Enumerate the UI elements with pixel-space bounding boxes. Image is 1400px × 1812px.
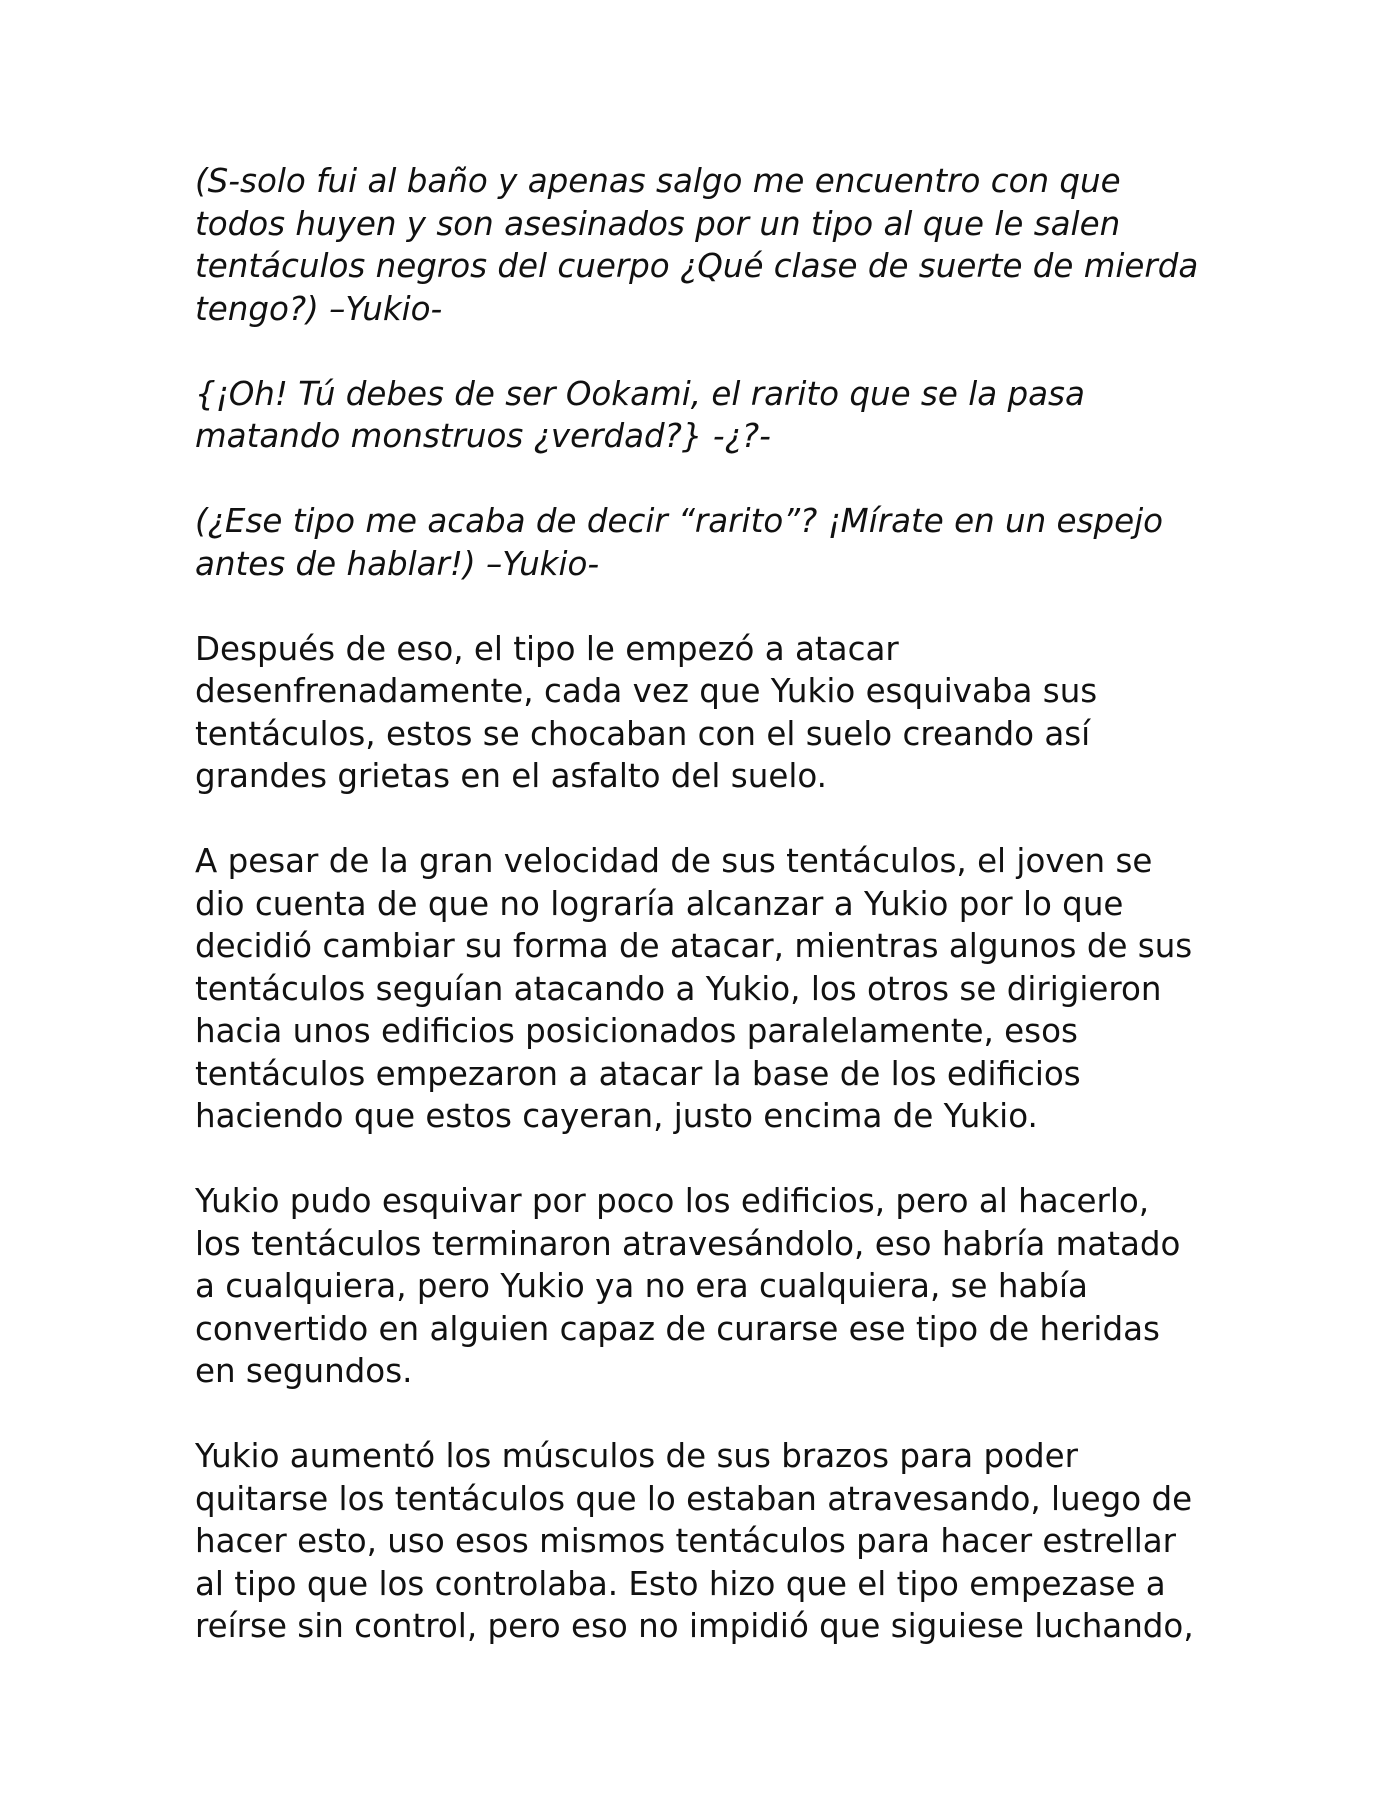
document-body <box>195 160 1225 1690</box>
dialogue-paragraph: (¿Ese tipo me acaba de decir “rarito”? ¡Mírate en un espejo antes de hablar!) –Yukio- <box>195 502 1163 583</box>
narrative-paragraph: Yukio pudo esquivar por poco los edificios, pero al hacerlo, los tentáculos terminaron atravesándolo, eso habría matado a cualquiera, pero Yukio ya no era cualquiera, se había convertido en alguien capaz de curarse ese tipo de heridas en segundos. <box>195 1182 1181 1390</box>
dialogue-paragraph: {¡Oh! Tú debes de ser Ookami, el rarito que se la pasa matando monstruos ¿verdad?} -¿?- <box>195 374 1085 455</box>
narrative-paragraph: Yukio aumentó los músculos de sus brazos para poder quitarse los tentáculos que lo estaban atravesando, luego de hacer esto, uso esos mismos tentáculos para hacer estrellar al tipo que los controlaba. Esto hizo que el tipo empezase a reírse sin control, pero eso no impidió que siguiese luchando, <box>195 1437 1194 1645</box>
dialogue-paragraph: (S-solo fui al baño y apenas salgo me encuentro con que todos huyen y son asesinados por un tipo al que le salen tentáculos negros del cuerpo ¿Qué clase de suerte de mierda tengo?) –Yukio- <box>195 162 1199 328</box>
narrative-paragraph: A pesar de la gran velocidad de sus tentáculos, el joven se dio cuenta de que no lograría alcanzar a Yukio por lo que decidió cambiar su forma de atacar, mientras algunos de sus tentáculos seguían atacando a Yukio, los otros se dirigieron hacia unos edificios posicionados paralelamente, esos tentáculos empezaron a atacar la base de los edificios haciendo que estos cayeran, justo encima de Yukio. <box>195 842 1193 1135</box>
narrative-paragraph: Después de eso, el tipo le empezó a atacar desenfrenadamente, cada vez que Yukio esquivaba sus tentáculos, estos se chocaban con el suelo creando así grandes grietas en el asfalto del suelo. <box>195 629 1098 795</box>
